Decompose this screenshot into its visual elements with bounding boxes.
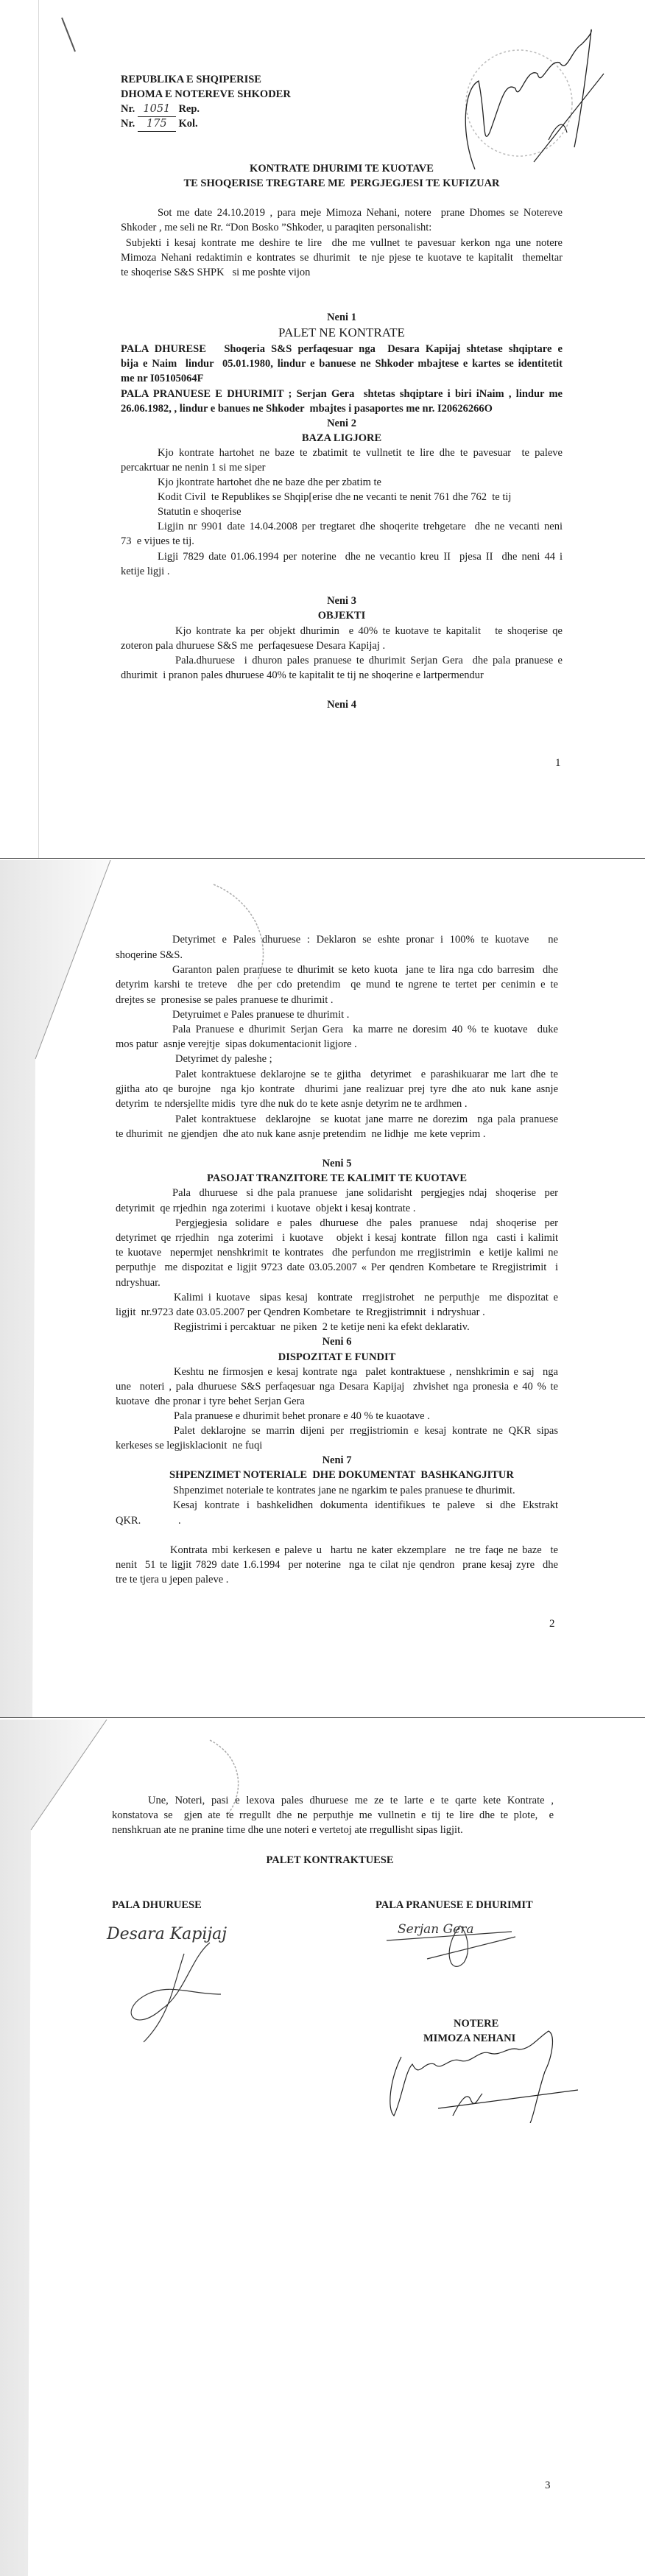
pen-mark-icon	[59, 15, 81, 55]
contract-title-line-2: TE SHOQERISE TREGTARE ME PERGJEGJESI TE KUFIZUAR	[183, 177, 500, 189]
text-line: Palet kontraktuese deklarojne se te gjitha detyrimet e parashikuarar me lart dhe te	[175, 1069, 558, 1080]
article-number: Neni 7	[322, 1454, 352, 1466]
kol-prefix: Nr.	[121, 118, 135, 130]
text-line: Une, Noteri, pasi e lexova pales dhuruese me ze te larte e te qarte kete Kontrate ,	[148, 1795, 554, 1806]
text-line: Detyrimet dy paleshe ;	[175, 1053, 272, 1065]
text-line: ketije ligji .	[121, 566, 170, 577]
text-line: Kalimi i kuotave sipas kesaj kontrate rregjistrohet ne perputhje me dispozitat e	[174, 1292, 558, 1303]
text-line: Keshtu ne firmosjen e kesaj kontrate nga palet kontraktuese , nenshkrimin e saj nga	[174, 1366, 558, 1378]
page-number: 3	[545, 2480, 551, 2491]
parties-title: PALET KONTRAKTUESE	[266, 1854, 394, 1866]
text-line: perputhje me dispozitat e ligjit 9723 date 03.05.2007 « Per qendren Kombetare te Rregjistrimit i	[116, 1261, 558, 1273]
text-line: Detyrimet e Pales dhuruese : Deklaron se eshte pronar i 100% te kuotave ne	[172, 934, 558, 946]
donor-label: PALA DHURUESE	[112, 1899, 202, 1911]
text-line: Ligjin nr 9901 date 14.04.2008 per tregtaret dhe shoqerite trehgetare dhe ne vecanti neni	[158, 521, 563, 532]
text-line: zoteron pala dhuruese S&S me perfaqesuese Desara Kapijaj .	[121, 640, 386, 652]
article-number: Neni 5	[322, 1158, 352, 1169]
notary-name: MIMOZA NEHANI	[423, 2033, 516, 2044]
text-line: drejtes se pronesise se pales pranuese te dhurimit .	[116, 994, 334, 1006]
donor-signature-text: Desara Kapijaj	[107, 1925, 228, 1943]
text-line: ligjit nr.9723 date 03.05.2007 per Qendren Kombetare te Rregjistrimnit i ndryshuar .	[116, 1306, 485, 1318]
rep-prefix: Nr.	[121, 103, 135, 115]
article-title: PASOJAT TRANZITORE TE KALIMIT TE KUOTAVE	[206, 1172, 468, 1184]
header-republic: REPUBLIKA E SHQIPERISE	[121, 74, 261, 85]
contract-title-line-1: KONTRATE DHURIMI TE KUOTAVE	[250, 163, 434, 175]
text-line: PALA PRANUESE E DHURIMIT ; Serjan Gera shtetas shqiptare i biri iNaim , lindur me	[121, 388, 563, 400]
rep-value: 1051	[138, 102, 176, 117]
text-line: PALA DHURESE Shoqeria S&S perfaqesuar nga Desara Kapijaj shtetase shqiptare e	[121, 343, 563, 355]
article-number: Neni 6	[322, 1336, 352, 1348]
text-line: Ligji 7829 date 01.06.1994 per noterine dhe ne vecantio kreu II pjesa II dhe neni 44 i	[158, 551, 563, 563]
article-title: DISPOZITAT E FUNDIT	[278, 1351, 396, 1363]
text-line: te kuotave nepermjet nenshkrimit te kontrates dhe perfundon me rregjistrimin e ketije kalimi ne	[116, 1247, 558, 1259]
rep-suffix: Rep.	[178, 103, 200, 115]
text-line: tre te tjera u jepen paleve .	[116, 1574, 229, 1586]
text-line: Kodit Civil te Republikes se Shqip[erise dhe ne vecanti te nenit 761 dhe 762 te tij	[158, 491, 512, 503]
kol-number	[121, 116, 198, 132]
text-line: Subjekti i kesaj kontrate me deshire te lire dhe me vullnet te pavesuar kerkon nga une notere	[121, 237, 563, 249]
text-line: Mimoza Nehani redaktimin e kontrates se dhurimit te nje pjese te kuotave te kapitalit themeltar	[121, 252, 563, 264]
text-line: Kontrata mbi kerkesen e paleve u hartu ne kater ekzemplare ne tre faqe ne baze te	[170, 1544, 558, 1556]
kol-value: 175	[138, 116, 176, 132]
text-line: konstatova se gjen ate te rregullt dhe ne perputhje me vullnetin e tij te lire dhe te plote, e	[112, 1809, 554, 1821]
recipient-signature-text: Serjan Gera	[398, 1922, 474, 1937]
text-line: mos patur asnje verejtje sipas dokumentacionit ligjore .	[116, 1038, 357, 1050]
text-line: Kesaj kontrate i bashkelidhen dokumenta identifikues te paleve si dhe Ekstrakt	[173, 1499, 558, 1511]
text-line: detyrim karshi te treteve dhe per cdo pretendim qe mund te ngrene te tertet per cenimin e te	[116, 979, 558, 990]
text-line: shoqerine S&S.	[116, 949, 183, 961]
text-line: Palet kontraktuese deklarojne se kuotat jane marre ne dorezim nga pala pranuese	[175, 1113, 558, 1125]
text-line: dhurimit i pranon pales dhuruese 40% te kapitalit te tij ne shoqerine e lartpermendur	[121, 669, 484, 681]
recipient-signature	[383, 1911, 523, 1992]
text-line: percakrtuar ne nenin 1 si me siper	[121, 462, 266, 474]
text-line: QKR. .	[116, 1515, 181, 1527]
text-line: Shpenzimet noteriale te kontrates jane ne ngarkim te pales pranuese te dhurimit.	[173, 1485, 515, 1496]
text-line: kerkeses se legjisklacionit ne fuqi	[116, 1440, 263, 1451]
article-number: Neni 3	[327, 595, 356, 607]
text-line: Pala Pranuese e dhurimit Serjan Gera ka marre ne doresim 40 % te kuotave duke	[172, 1024, 558, 1035]
article-number: Neni 2	[327, 418, 356, 429]
text-line: Garanton palen pranuese te dhurimit se keto kuota jane te lira nga cdo barresim dhe	[172, 964, 558, 976]
text-line: detyrimet qe rrjedhin nga zoterimi i kuotave objekt i kesaj kontrate fillon nga casti i kalimit	[116, 1232, 558, 1244]
article-number: Neni 4	[327, 699, 356, 711]
header-chamber: DHOMA E NOTEREVE SHKODER	[121, 88, 291, 100]
text-line: Pala dhuruese si dhe pala pranuese jane solidarisht pergjegjes ndaj shoqerise per	[172, 1187, 558, 1199]
text-line: ndryshuar.	[116, 1277, 161, 1289]
page-3	[0, 1718, 645, 2576]
page-number: 2	[549, 1618, 555, 1630]
scan-fold-shadow	[0, 860, 118, 1718]
article-title: OBJEKTI	[317, 610, 366, 622]
text-line: Pala pranuese e dhurimit behet pronare e 40 % te kuaotave .	[174, 1410, 430, 1422]
text-line: nenit 51 te ligjit 7829 date 1.6.1994 per noterine nga te cilat nje qendron prane kesaj zyre dhe	[116, 1559, 558, 1571]
text-line: Kjo kontrate ka per objekt dhurimin e 40% te kuotave te kapitalit te shoqerise qe	[175, 625, 563, 637]
kol-suffix: Kol.	[178, 118, 198, 130]
text-line: 73 e vijues te tij.	[121, 535, 194, 547]
donor-signature	[103, 1913, 265, 2046]
text-line: Sot me date 24.10.2019 , para meje Mimoza Nehani, notere prane Dhomes se Notereve	[158, 207, 563, 219]
page-number: 1	[555, 757, 561, 769]
text-line: bija e Naim lindur 05.01.1980, lindur e banuese ne Shkoder mbajtese e kartes se identitetit	[121, 358, 563, 370]
page-2	[0, 859, 645, 1718]
article-title: SHPENZIMET NOTERIALE DHE DOKUMENTAT BASHKANGJITUR	[169, 1469, 514, 1481]
text-line: 26.06.1982, , lindur e banues ne Shkoder mbajtes i pasaportes me nr. I20626266O	[121, 403, 493, 415]
scan-margin-line	[38, 0, 39, 859]
notary-label: NOTERE	[454, 2018, 499, 2030]
text-line: Pergjegjesia solidare e pales dhuruese dhe pales pranuese ndaj shoqerise per	[175, 1217, 558, 1229]
page-1	[0, 0, 645, 859]
text-line: une noteri , pala dhuruese S&S perfaqesuar nga Desara Kapijaj zhvishet nga pronesia e 40 % te	[116, 1381, 558, 1393]
text-line: detyrim te ndersjellte midis tyre dhe nuk do te kete asnje detyrim ne te ardhmen .	[116, 1098, 468, 1110]
text-line: nenshkruan ate ne pranine time dhe une noteri e vertetoj ate rregullisht sipas ligjit.	[112, 1824, 463, 1836]
article-title: BAZA LIGJORE	[301, 432, 382, 444]
text-line: kuotave dhe pronar i tyre behet Serjan Gera	[116, 1396, 305, 1407]
text-line: Detyruimet e Pales pranuese te dhurimit .	[172, 1009, 350, 1021]
rep-number	[121, 102, 200, 117]
text-line: Shkoder , me seli ne Rr. “Don Bosko ”Shkoder, u paraqiten personalisht:	[121, 222, 432, 233]
text-line: te dhurimit ne gjendjen dhe ato nuk kane asnje pretendim ne lidhje me kete veprim .	[116, 1128, 486, 1140]
text-line: me nr I05105064F	[121, 373, 204, 384]
scan-fold-shadow	[0, 1720, 118, 2576]
text-line: Kjo jkontrate hartohet dhe ne baze dhe per zbatim te	[158, 476, 381, 488]
article-title: PALET NE KONTRATE	[278, 325, 405, 339]
text-line: Kjo kontrate hartohet ne baze te zbatimit te vullnetit te lire dhe te pavesuar te paleve	[158, 447, 563, 459]
article-number: Neni 1	[327, 312, 356, 323]
text-line: Palet deklarojne se marrin dijeni per rregjistriomin e kesaj kontrate ne QKR sipas	[174, 1425, 558, 1437]
text-line: Pala.dhuruese i dhuron pales pranuese te dhurimit Serjan Gera dhe pala pranuese e	[175, 655, 563, 666]
text-line: te shoqerise S&S SHPK si me poshte vijon	[121, 267, 311, 278]
text-line: Statutin e shoqerise	[158, 506, 242, 518]
text-line: gjitha ato qe burojne nga kjo kontrate dhurimi jane realizuar prej tyre dhe ato nuk kane asnje	[116, 1083, 558, 1095]
notary-signature	[379, 2027, 600, 2123]
recipient-label: PALA PRANUESE E DHURIMIT	[376, 1899, 533, 1911]
notary-signature-stamp	[445, 22, 615, 177]
text-line: detyrimit qe rrjedhin nga zoterimi i kuotave objekt i kesaj kontrate .	[116, 1203, 416, 1214]
text-line: Regjistrimi i percaktuar ne piken 2 te ketije neni ka efekt deklarativ.	[174, 1321, 470, 1333]
